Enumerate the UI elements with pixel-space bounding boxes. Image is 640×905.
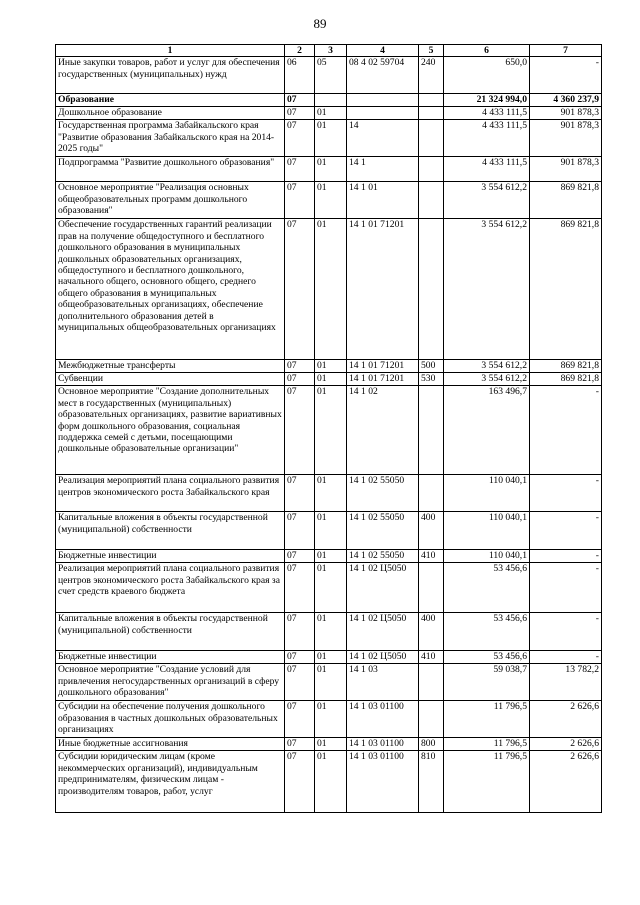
row-name: Субвенции	[56, 373, 285, 386]
table-row	[56, 664, 602, 701]
row-name: Образование	[56, 94, 285, 107]
row-amount-col6: 110 040,1	[444, 512, 530, 550]
row-amount-col6: 110 040,1	[444, 550, 530, 563]
header-col-4: 4	[347, 45, 419, 57]
row-target-article: 14	[347, 120, 419, 157]
row-amount-col6: 53 456,6	[444, 651, 530, 664]
table-row	[56, 751, 602, 813]
table-row	[56, 651, 602, 664]
row-section-code: 01	[315, 701, 347, 738]
row-expense-type: 410	[419, 550, 444, 563]
header-col-1: 1	[56, 45, 285, 57]
row-amount-col6: 163 496,7	[444, 386, 530, 475]
row-name: Основное мероприятие "Создание условий для привлечения негосударственных организаций в сферу дошкольного образования"	[56, 664, 285, 701]
row-amount-col7: -	[530, 651, 602, 664]
row-section-code: 05	[315, 57, 347, 94]
table-body	[56, 57, 602, 813]
table-row	[56, 475, 602, 512]
row-amount-col7: -	[530, 386, 602, 475]
row-amount-col7: 901 878,3	[530, 157, 602, 182]
row-target-article	[347, 94, 419, 107]
table-row	[56, 701, 602, 738]
row-amount-col7: -	[530, 57, 602, 94]
row-expense-type	[419, 107, 444, 120]
row-name: Реализация мероприятий плана социального развития центров экономического роста Забайкальского края за счет средств краевого бюджета	[56, 563, 285, 613]
header-col-2: 2	[285, 45, 315, 57]
row-name: Бюджетные инвестиции	[56, 550, 285, 563]
row-name: Реализация мероприятий плана социального развития центров экономического роста Забайкальского края	[56, 475, 285, 512]
row-target-article: 14 1 02 Ц5050	[347, 563, 419, 613]
row-amount-col7: -	[530, 613, 602, 651]
row-section-code: 01	[315, 219, 347, 360]
row-expense-type	[419, 182, 444, 219]
row-name: Субсидии на обеспечение получения дошкольного образования в частных дошкольных образовательных организациях	[56, 701, 285, 738]
row-amount-col7: 2 626,6	[530, 751, 602, 813]
row-target-article: 14 1	[347, 157, 419, 182]
row-target-article: 14 1 02	[347, 386, 419, 475]
row-expense-type	[419, 94, 444, 107]
row-name: Капитальные вложения в объекты государственной (муниципальной) собственности	[56, 512, 285, 550]
table-row	[56, 94, 602, 107]
row-section-code: 01	[315, 512, 347, 550]
row-ved-code: 07	[285, 701, 315, 738]
row-ved-code: 07	[285, 563, 315, 613]
table-row	[56, 512, 602, 550]
row-section-code: 01	[315, 751, 347, 813]
row-section-code: 01	[315, 373, 347, 386]
row-expense-type: 410	[419, 651, 444, 664]
row-ved-code: 07	[285, 651, 315, 664]
row-ved-code: 07	[285, 157, 315, 182]
row-amount-col7: 901 878,3	[530, 120, 602, 157]
row-name: Дошкольное образование	[56, 107, 285, 120]
row-ved-code: 07	[285, 360, 315, 373]
row-target-article: 14 1 02 55050	[347, 475, 419, 512]
row-expense-type: 400	[419, 512, 444, 550]
header-col-6: 6	[444, 45, 530, 57]
row-section-code: 01	[315, 386, 347, 475]
row-target-article: 14 1 01 71201	[347, 373, 419, 386]
row-ved-code: 07	[285, 550, 315, 563]
row-amount-col7: 869 821,8	[530, 360, 602, 373]
row-target-article: 14 1 03 01100	[347, 701, 419, 738]
row-amount-col7: 869 821,8	[530, 219, 602, 360]
table-row	[56, 157, 602, 182]
row-amount-col7: 4 360 237,9	[530, 94, 602, 107]
table-row	[56, 120, 602, 157]
table-header-row	[56, 45, 602, 57]
row-amount-col6: 3 554 612,2	[444, 219, 530, 360]
row-section-code: 01	[315, 563, 347, 613]
row-name: Подпрограмма "Развитие дошкольного образования"	[56, 157, 285, 182]
row-amount-col6: 21 324 994,0	[444, 94, 530, 107]
row-name: Субсидии юридическим лицам (кроме некоммерческих организаций), индивидуальным предпринимателям, физическим лицам - производителям товаров, работ, услуг	[56, 751, 285, 813]
row-target-article: 14 1 02 55050	[347, 512, 419, 550]
row-amount-col6: 3 554 612,2	[444, 182, 530, 219]
table-row	[56, 107, 602, 120]
row-ved-code: 07	[285, 120, 315, 157]
row-amount-col7: 2 626,6	[530, 701, 602, 738]
table-row	[56, 613, 602, 651]
table-row	[56, 550, 602, 563]
row-expense-type: 800	[419, 738, 444, 751]
row-expense-type	[419, 563, 444, 613]
row-name: Основное мероприятие "Реализация основных общеобразовательных программ дошкольного образования"	[56, 182, 285, 219]
table-row	[56, 373, 602, 386]
row-expense-type: 400	[419, 613, 444, 651]
row-amount-col6: 3 554 612,2	[444, 360, 530, 373]
row-name: Государственная программа Забайкальского края "Развитие образования Забайкальского края на 2014-2025 годы"	[56, 120, 285, 157]
row-amount-col6: 59 038,7	[444, 664, 530, 701]
row-section-code: 01	[315, 475, 347, 512]
header-col-7: 7	[530, 45, 602, 57]
row-amount-col7: -	[530, 475, 602, 512]
budget-table	[55, 44, 602, 813]
row-ved-code: 07	[285, 475, 315, 512]
row-amount-col6: 4 433 111,5	[444, 120, 530, 157]
row-ved-code: 07	[285, 751, 315, 813]
row-section-code: 01	[315, 182, 347, 219]
row-section-code: 01	[315, 157, 347, 182]
row-ved-code: 06	[285, 57, 315, 94]
row-ved-code: 07	[285, 738, 315, 751]
row-amount-col7: 901 878,3	[530, 107, 602, 120]
table-row	[56, 360, 602, 373]
row-target-article	[347, 107, 419, 120]
table-row	[56, 563, 602, 613]
row-name: Основное мероприятие "Создание дополнительных мест в государственных (муниципальных) образовательных организациях, развитие вариативных форм дошкольного образования, социальная поддержка семей с детьми, посещающими дошкольные образовательные организации"	[56, 386, 285, 475]
row-section-code: 01	[315, 120, 347, 157]
row-name: Межбюджетные трансферты	[56, 360, 285, 373]
row-ved-code: 07	[285, 386, 315, 475]
row-amount-col7: 13 782,2	[530, 664, 602, 701]
row-expense-type: 500	[419, 360, 444, 373]
row-amount-col7: 2 626,6	[530, 738, 602, 751]
row-expense-type	[419, 386, 444, 475]
row-target-article: 14 1 03 01100	[347, 751, 419, 813]
row-ved-code: 07	[285, 512, 315, 550]
row-expense-type	[419, 120, 444, 157]
row-name: Бюджетные инвестиции	[56, 651, 285, 664]
row-target-article: 14 1 02 55050	[347, 550, 419, 563]
row-target-article: 14 1 03	[347, 664, 419, 701]
row-amount-col6: 650,0	[444, 57, 530, 94]
row-expense-type: 240	[419, 57, 444, 94]
row-expense-type	[419, 701, 444, 738]
row-amount-col6: 3 554 612,2	[444, 373, 530, 386]
row-target-article: 14 1 02 Ц5050	[347, 613, 419, 651]
row-amount-col6: 11 796,5	[444, 751, 530, 813]
row-target-article: 14 1 01	[347, 182, 419, 219]
row-amount-col6: 11 796,5	[444, 701, 530, 738]
row-ved-code: 07	[285, 373, 315, 386]
row-amount-col6: 11 796,5	[444, 738, 530, 751]
row-expense-type	[419, 157, 444, 182]
table-row	[56, 386, 602, 475]
row-name: Иные бюджетные ассигнования	[56, 738, 285, 751]
row-amount-col6: 110 040,1	[444, 475, 530, 512]
row-expense-type: 810	[419, 751, 444, 813]
row-section-code	[315, 94, 347, 107]
row-name: Капитальные вложения в объекты государственной (муниципальной) собственности	[56, 613, 285, 651]
row-expense-type	[419, 219, 444, 360]
row-section-code: 01	[315, 107, 347, 120]
row-amount-col7: 869 821,8	[530, 373, 602, 386]
row-target-article: 14 1 01 71201	[347, 219, 419, 360]
header-col-3: 3	[315, 45, 347, 57]
row-ved-code: 07	[285, 182, 315, 219]
table-row	[56, 738, 602, 751]
row-ved-code: 07	[285, 664, 315, 701]
row-section-code: 01	[315, 738, 347, 751]
row-section-code: 01	[315, 360, 347, 373]
row-amount-col6: 4 433 111,5	[444, 157, 530, 182]
page-number: 89	[313, 16, 327, 31]
row-ved-code: 07	[285, 219, 315, 360]
row-ved-code: 07	[285, 94, 315, 107]
row-target-article: 14 1 02 Ц5050	[347, 651, 419, 664]
row-expense-type	[419, 475, 444, 512]
row-amount-col6: 4 433 111,5	[444, 107, 530, 120]
row-expense-type	[419, 664, 444, 701]
row-target-article: 14 1 01 71201	[347, 360, 419, 373]
row-ved-code: 07	[285, 107, 315, 120]
row-amount-col6: 53 456,6	[444, 563, 530, 613]
table-row	[56, 182, 602, 219]
row-amount-col7: -	[530, 550, 602, 563]
row-amount-col7: -	[530, 512, 602, 550]
header-col-5: 5	[419, 45, 444, 57]
row-name: Обеспечение государственных гарантий реализации прав на получение общедоступного и бесплатного дошкольного образования в муниципальных дошкольных образовательных организациях, общедоступного и бесплатного дошкольного, начального общего, основного общего, среднего общего образования в муниципальных общеобразовательных организациях, обеспечение дополнительного образования детей в муниципальных общеобразовательных организациях	[56, 219, 285, 360]
row-target-article: 14 1 03 01100	[347, 738, 419, 751]
row-section-code: 01	[315, 613, 347, 651]
row-section-code: 01	[315, 651, 347, 664]
row-amount-col6: 53 456,6	[444, 613, 530, 651]
row-target-article: 08 4 02 59704	[347, 57, 419, 94]
row-section-code: 01	[315, 664, 347, 701]
row-amount-col7: 869 821,8	[530, 182, 602, 219]
table-row	[56, 219, 602, 360]
row-amount-col7: -	[530, 563, 602, 613]
row-expense-type: 530	[419, 373, 444, 386]
row-ved-code: 07	[285, 613, 315, 651]
row-name: Иные закупки товаров, работ и услуг для обеспечения государственных (муниципальных) нужд	[56, 57, 285, 94]
table-row	[56, 57, 602, 94]
row-section-code: 01	[315, 550, 347, 563]
